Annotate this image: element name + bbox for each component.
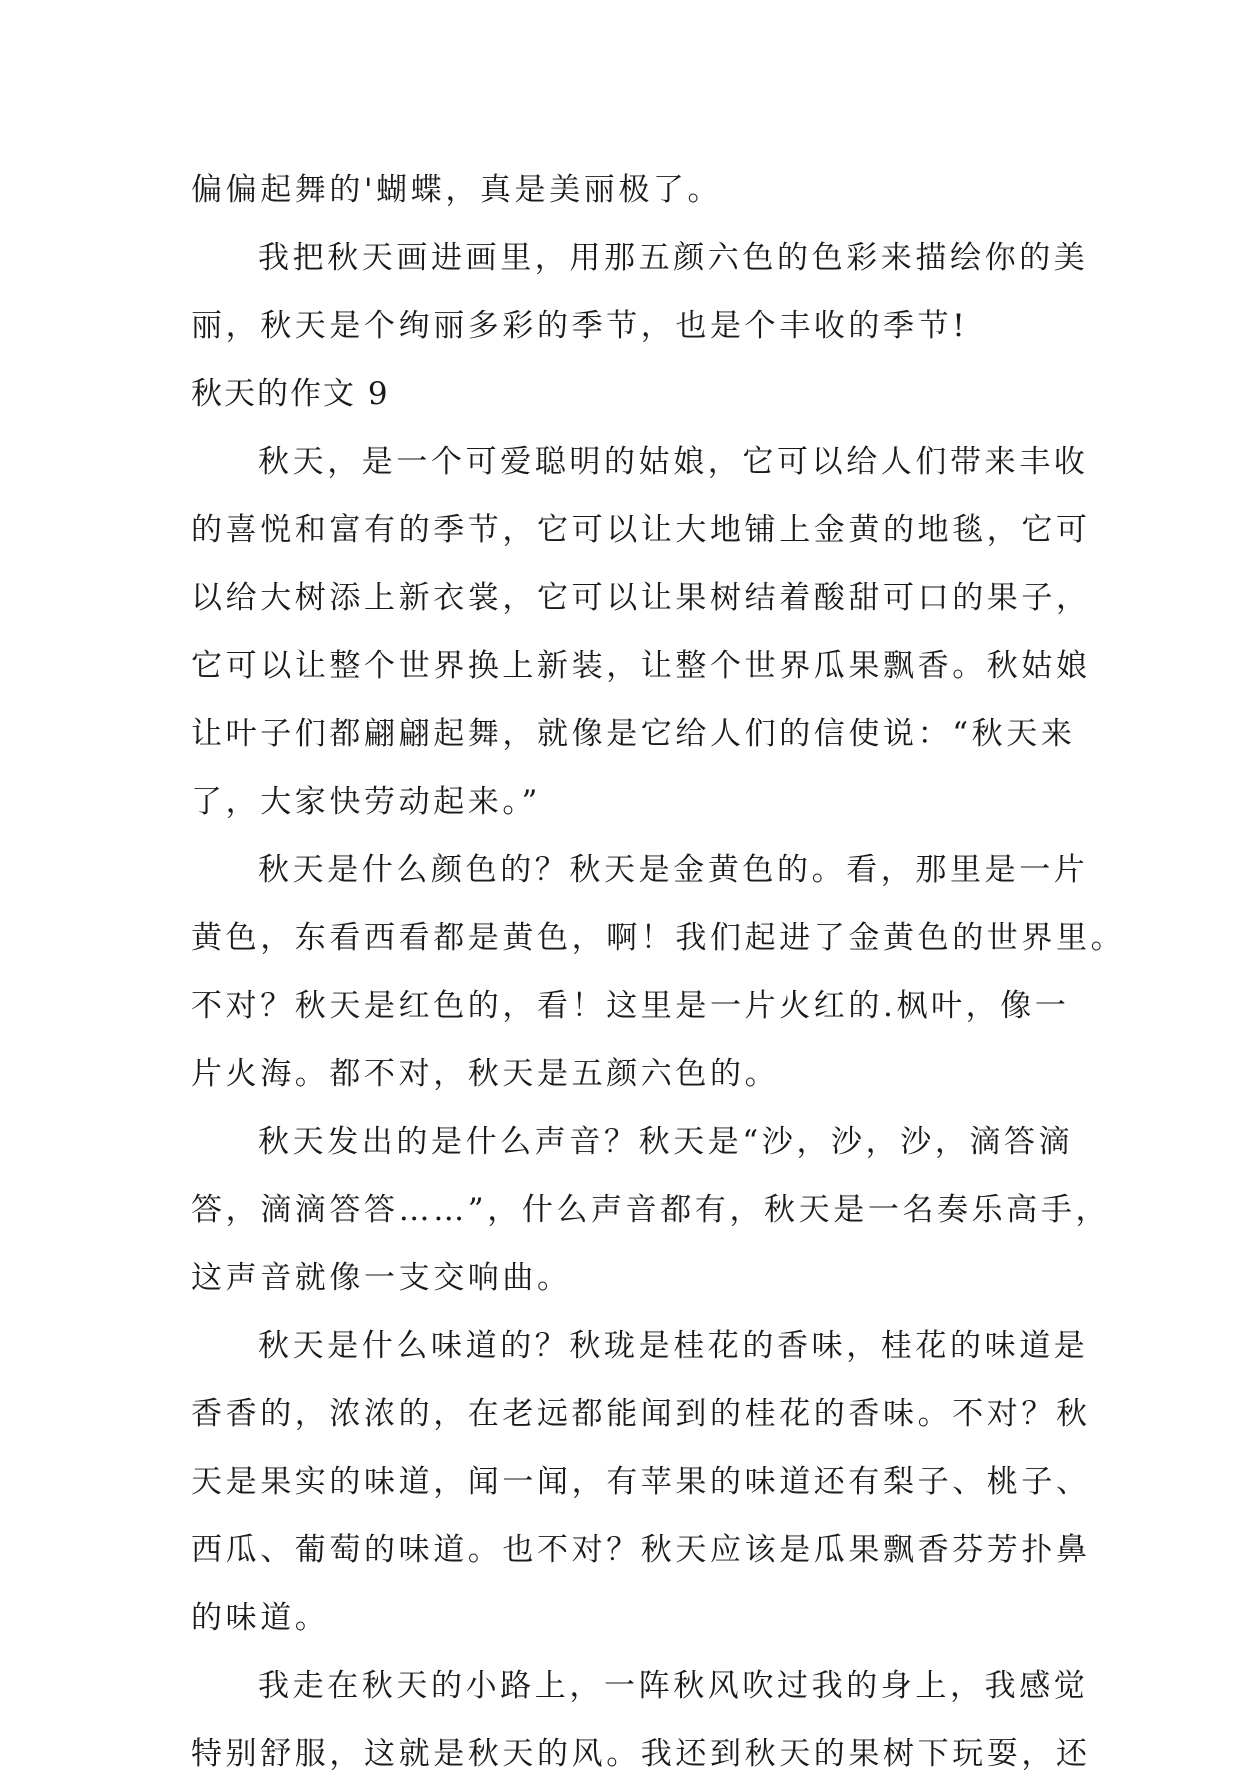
text-line: 丽，秋天是个绚丽多彩的季节，也是个丰收的季节! [191,308,969,344]
paragraph-line: 秋天是什么颜色的？秋天是金黄色的。看，那里是一片 [258,852,1089,888]
paragraph-line: 我把秋天画进画里，用那五颜六色的色彩来描绘你的美 [258,240,1089,276]
text-line: 特别舒服，这就是秋天的风。我还到秋天的果树下玩耍，还 [191,1736,1091,1772]
text-line: 香香的，浓浓的，在老远都能闻到的桂花的香味。不对？秋 [191,1396,1091,1432]
document-page [191,156,1126,1788]
text-line: 答，滴滴答答……”，什么声音都有，秋天是一名奏乐高手， [191,1192,1111,1228]
text-line: 它可以让整个世界换上新装，让整个世界瓜果飘香。秋姑娘 [191,648,1091,684]
text-line: 黄色，东看西看都是黄色，啊！我们起进了金黄色的世界里。 [191,920,1126,956]
paragraph-line: 秋天发出的是什么声音？秋天是“沙，沙，沙，滴答滴 [258,1124,1074,1160]
paragraph-line: 秋天，是一个可爱聪明的姑娘，它可以给人们带来丰收 [258,444,1089,480]
text-line: 的味道。 [191,1600,330,1636]
text-line: 以给大树添上新衣裳，它可以让果树结着酸甜可口的果子， [191,580,1091,616]
text-line: 偏偏起舞的'蝴蝶，真是美丽极了。 [191,172,723,208]
text-line: 让叶子们都翩翩起舞，就像是它给人们的信使说：“秋天来 [191,716,1076,752]
text-line: 这声音就像一支交响曲。 [191,1260,572,1296]
text-line: 的喜悦和富有的季节，它可以让大地铺上金黄的地毯，它可 [191,512,1091,548]
text-line: 片火海。都不对，秋天是五颜六色的。 [191,1056,780,1092]
text-line: 西瓜、葡萄的味道。也不对？秋天应该是瓜果飘香芬芳扑鼻 [191,1532,1091,1568]
text-line: 不对？秋天是红色的，看！这里是一片火红的.枫叶，像一 [191,988,1070,1024]
paragraph-line: 秋天是什么味道的？秋珑是桂花的香味，桂花的味道是 [258,1328,1089,1364]
paragraph-line: 我走在秋天的小路上，一阵秋风吹过我的身上，我感觉 [258,1668,1089,1704]
text-line: 了，大家快劳动起来。” [191,784,541,820]
text-line: 天是果实的味道，闻一闻，有苹果的味道还有梨子、桃子、 [191,1464,1091,1500]
section-heading: 秋天的作文 9 [191,376,390,412]
